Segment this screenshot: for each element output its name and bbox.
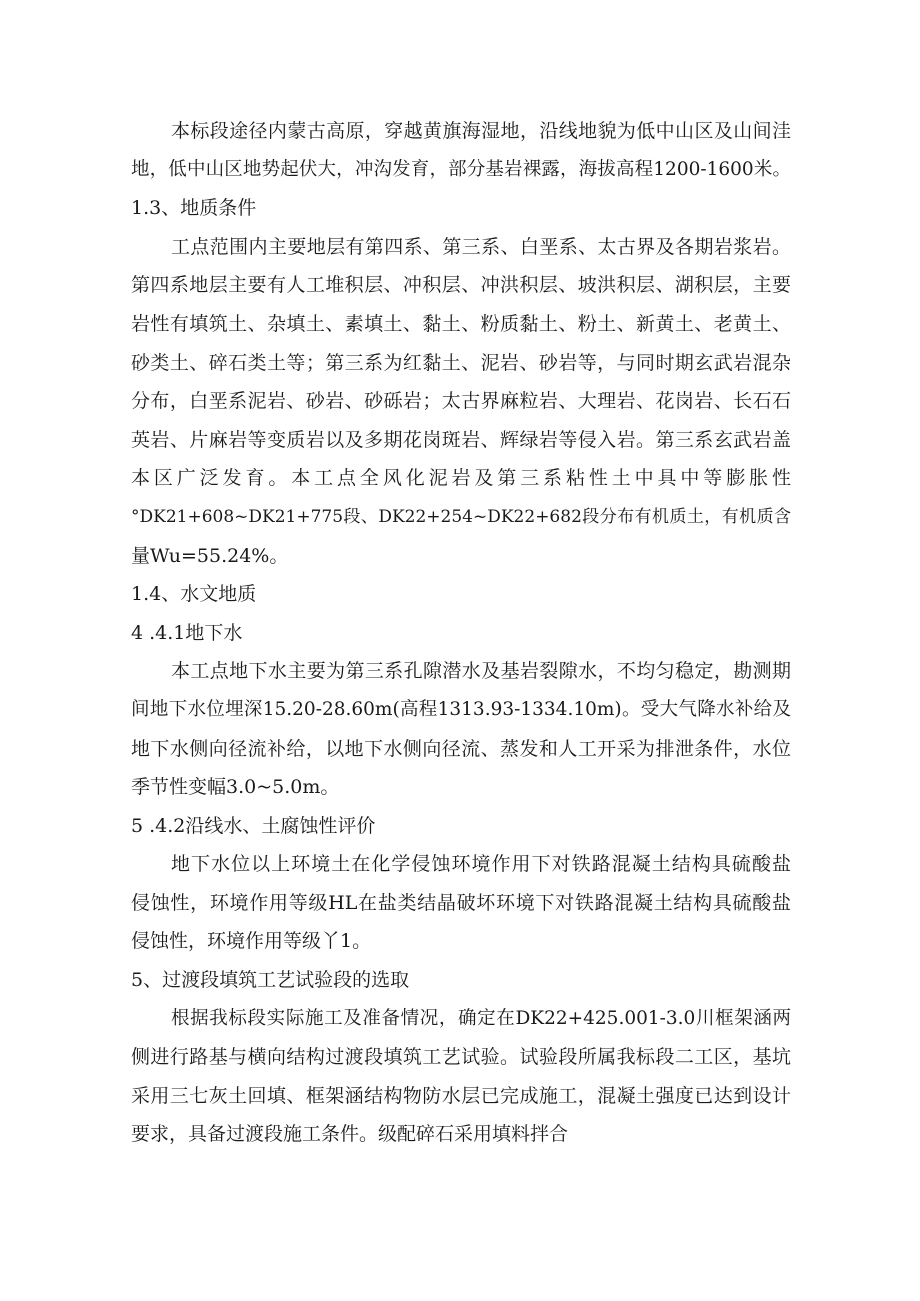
paragraph-line: 英岩、片麻岩等变质岩以及多期花岗斑岩、辉绿岩等侵入岩。第三系玄武岩盖 bbox=[131, 428, 791, 451]
paragraph-line: 本标段途径内蒙古高原，穿越黄旗海湿地，沿线地貌为低中山区及山间洼 bbox=[171, 120, 791, 142]
paragraph-line: 第四系地层主要有人工堆积层、冲积层、冲洪积层、坡洪积层、湖积层，主要 bbox=[131, 274, 791, 297]
section-heading: 5、过渡段填筑工艺试验段的选取 bbox=[131, 969, 410, 992]
document-body bbox=[131, 112, 791, 1154]
paragraph-line: 岩性有填筑土、杂填土、素填土、黏土、粉质黏土、粉土、新黄土、老黄土、 bbox=[131, 312, 791, 335]
paragraph-line: 量Wu=55.24%。 bbox=[131, 544, 289, 567]
paragraph-line: 地下水位以上环境土在化学侵蚀环境作用下对铁路混凝土结构具硫酸盐 bbox=[171, 853, 791, 876]
subsection-heading: 4 .4.1地下水 bbox=[131, 621, 243, 644]
paragraph-line: 地下水侧向径流补给，以地下水侧向径流、蒸发和人工开采为排泄条件，水位 bbox=[131, 737, 791, 760]
paragraph-line: 要求，具备过渡段施工条件。级配碎石采用填料拌合 bbox=[131, 1123, 569, 1146]
paragraph-line: 砂类土、碎石类土等；第三系为红黏土、泥岩、砂岩等，与同时期玄武岩混杂 bbox=[131, 351, 791, 374]
paragraph-line: 本区广泛发育。本工点全风化泥岩及第三系粘性土中具中等膨胀性 bbox=[131, 467, 791, 490]
paragraph-line: 分布，白垩系泥岩、砂岩、砂砾岩；太古界麻粒岩、大理岩、花岗岩、长石石 bbox=[131, 390, 791, 413]
paragraph-line: 侵蚀性，环境作用等级HL在盐类结晶破坏环境下对铁路混凝土结构具硫酸盐 bbox=[131, 891, 791, 914]
section-heading: 1.4、水文地质 bbox=[131, 583, 257, 606]
paragraph-line: 侵蚀性，环境作用等级丫1。 bbox=[131, 930, 372, 953]
paragraph-line: 季节性变幅3.0~5.0m。 bbox=[131, 776, 340, 799]
paragraph-line: 本工点地下水主要为第三系孔隙潜水及基岩裂隙水，不均匀稳定，勘测期 bbox=[171, 660, 791, 683]
paragraph-line: °DK21+608~DK21+775段、DK22+254~DK22+682段分布有机质土，有机质含 bbox=[131, 506, 791, 527]
paragraph-line: 工点范围内主要地层有第四系、第三系、白垩系、太古界及各期岩浆岩。 bbox=[171, 235, 791, 258]
paragraph-line: 根据我标段实际施工及准备情况，确定在DK22+425.001-3.0川框架涵两 bbox=[171, 1007, 791, 1029]
paragraph-line: 地，低中山区地势起伏大，冲沟发育，部分基岩裸露，海拔高程1200-1600米。 bbox=[131, 158, 791, 180]
section-heading: 1.3、地质条件 bbox=[131, 197, 257, 220]
subsection-heading: 5 .4.2沿线水、土腐蚀性评价 bbox=[131, 814, 376, 837]
paragraph-line: 采用三七灰土回填、框架涵结构物防水层已完成施工，混凝土强度已达到设计 bbox=[131, 1084, 791, 1107]
paragraph-line: 间地下水位埋深15.20-28.60m(高程1313.93-1334.10m)。受大气降水补给及 bbox=[131, 698, 791, 720]
paragraph-line: 侧进行路基与横向结构过渡段填筑工艺试验。试验段所属我标段二工区，基坑 bbox=[131, 1046, 791, 1069]
